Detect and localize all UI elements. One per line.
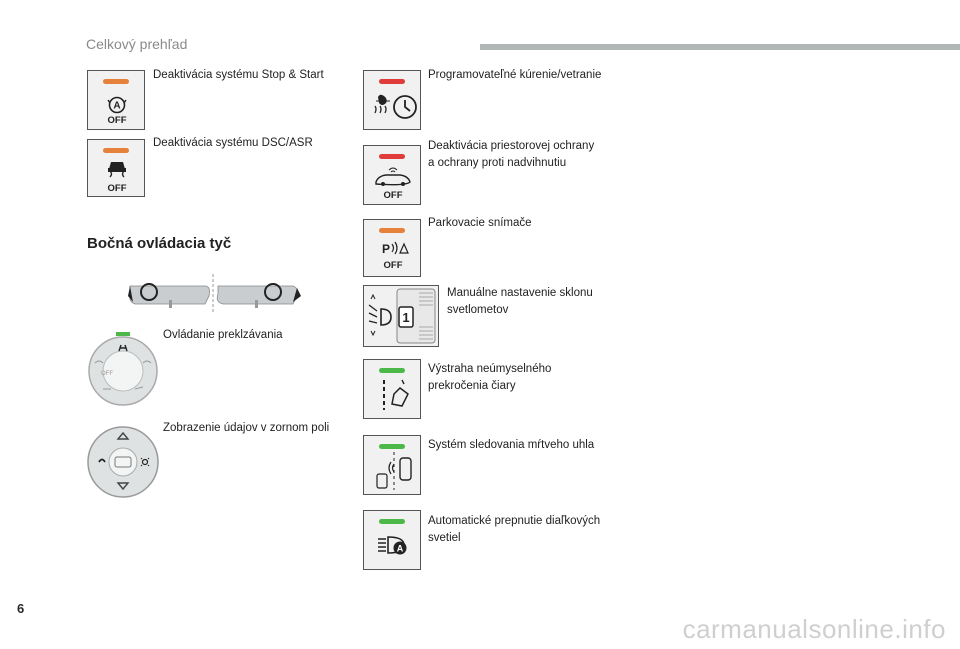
traction-control-dial[interactable] bbox=[85, 331, 161, 407]
svg-text:A: A bbox=[113, 100, 121, 112]
section-heading: Bočná ovládacia tyč bbox=[87, 235, 232, 252]
auto-high-beam-icon bbox=[364, 511, 422, 571]
auto-high-beam-label: Automatické prepnutie diaľkových svetiel bbox=[428, 515, 601, 544]
blind-spot-button[interactable] bbox=[363, 435, 421, 495]
parking-sensors-off-icon bbox=[364, 220, 422, 278]
svg-text:A: A bbox=[396, 543, 404, 554]
parking-sensors-label: Parkovacie snímače bbox=[428, 217, 532, 229]
svg-text:P: P bbox=[382, 242, 391, 256]
page-header-title: Celkový prehľad bbox=[86, 36, 188, 52]
page-number: 6 bbox=[17, 601, 25, 616]
svg-text:OFF: OFF bbox=[383, 260, 403, 271]
car-alarm-off-icon bbox=[364, 146, 422, 206]
lane-departure-icon bbox=[364, 360, 422, 420]
lane-departure-label: Výstraha neúmyselného prekročenia čiary bbox=[428, 363, 552, 392]
heating-timer-icon bbox=[364, 71, 422, 131]
lane-departure-button[interactable] bbox=[363, 359, 421, 419]
watermark: carmanualsonline.info bbox=[682, 614, 946, 644]
stop-start-off-icon bbox=[88, 71, 146, 131]
auto-high-beam-button[interactable] bbox=[363, 510, 421, 570]
steering-stalk-illustration bbox=[125, 272, 305, 314]
blind-spot-monitoring-icon bbox=[364, 436, 422, 496]
volumetric-protection-label: Deaktivácia priestorovej ochrany a ochrany proti nadvihnutiu bbox=[428, 140, 595, 169]
parking-sensors-button[interactable] bbox=[363, 219, 421, 277]
programmable-heating-label: Programovateľné kúrenie/vetranie bbox=[428, 69, 602, 81]
headlight-leveling-label: Manuálne nastavenie sklonu svetlometov bbox=[447, 287, 593, 316]
blind-spot-label: Systém sledovania mŕtveho uhla bbox=[428, 439, 595, 451]
dsc-asr-off-icon bbox=[88, 140, 146, 198]
stop-start-button[interactable] bbox=[87, 70, 145, 130]
svg-text:OFF: OFF bbox=[107, 115, 127, 126]
head-up-display-label: Zobrazenie údajov v zornom poli bbox=[163, 422, 330, 434]
dsc-asr-button[interactable] bbox=[87, 139, 145, 197]
svg-text:OFF: OFF bbox=[383, 190, 403, 201]
header-bar bbox=[480, 44, 960, 50]
programmable-heating-button[interactable] bbox=[363, 70, 421, 130]
headlight-leveling-thumbwheel[interactable] bbox=[363, 285, 439, 347]
svg-text:1: 1 bbox=[402, 310, 410, 325]
svg-text:OFF: OFF bbox=[101, 371, 113, 377]
traction-control-label: Ovládanie preklzávania bbox=[163, 329, 283, 341]
dsc-asr-label: Deaktivácia systému DSC/ASR bbox=[153, 137, 313, 149]
head-up-display-dial[interactable] bbox=[85, 424, 161, 500]
volumetric-protection-button[interactable] bbox=[363, 145, 421, 205]
stop-start-label: Deaktivácia systému Stop & Start bbox=[153, 69, 324, 81]
svg-text:OFF: OFF bbox=[107, 183, 127, 194]
indicator-led bbox=[116, 332, 130, 336]
